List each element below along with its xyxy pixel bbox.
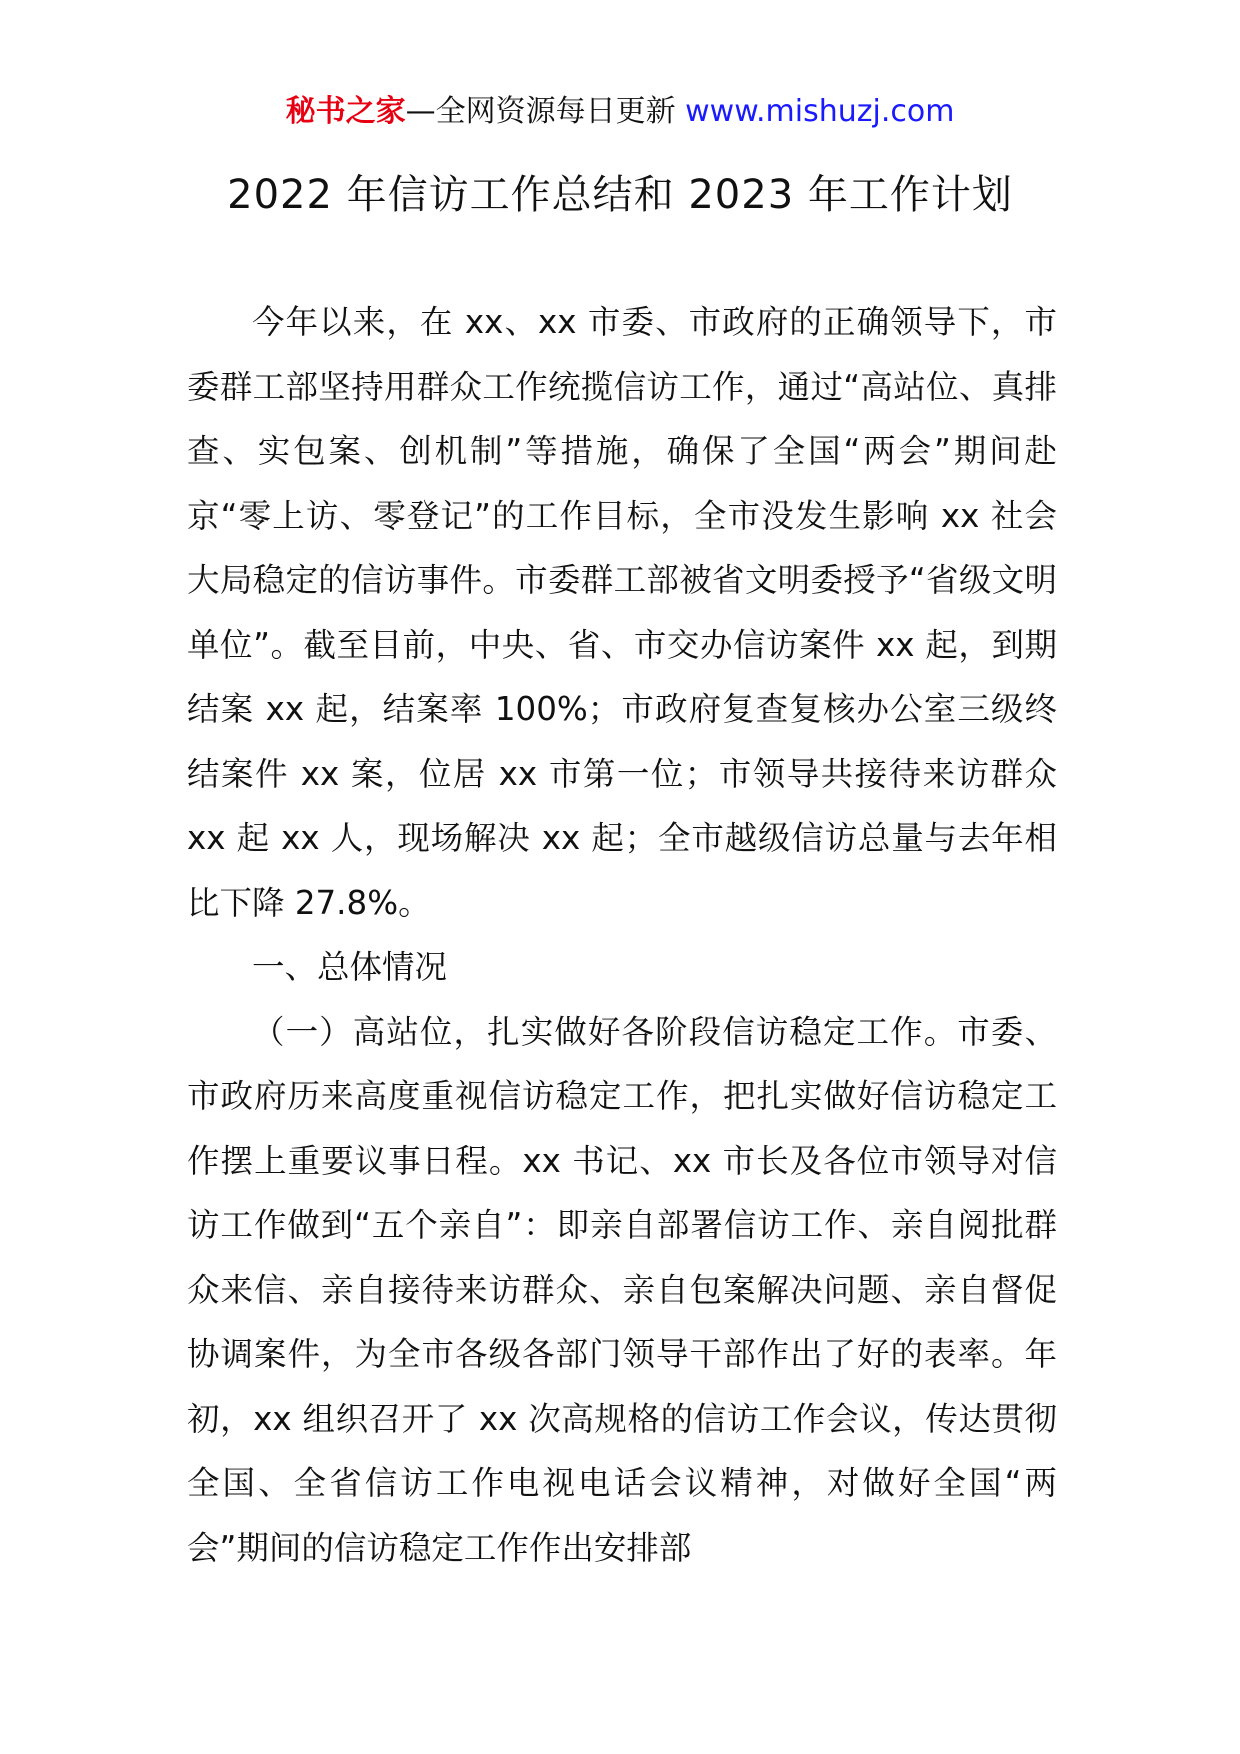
subsection-paragraph: （一）高站位，扎实做好各阶段信访稳定工作。市委、市政府历来高度重视信访稳定工作，把扎实做好信访稳定工作摆上重要议事日程。xx 书记、xx 市长及各位市领导对信访工作做到“五个亲自”：即亲自部署信访工作、亲自阅批群众来信、亲自接待来访群众、亲自包案解决问题、亲自督促协调案件，为全市各级各部门领导干部作出了好的表率。年初，xx 组织召开了 xx 次高规格的信访工作会议，传达贯彻全国、全省信访工作电视电话会议精神，对做好全国“两会”期间的信访稳定工作作出安排部 <box>187 1012 1057 1567</box>
site-brand: 秘书之家 <box>285 94 406 129</box>
document-body <box>187 290 1057 1580</box>
section-heading: 一、总体情况 <box>252 948 448 986</box>
site-url-link[interactable]: www.mishuzj.com <box>685 94 955 129</box>
site-tagline: —全网资源每日更新 <box>405 94 686 129</box>
site-header <box>0 92 1240 132</box>
intro-paragraph: 今年以来，在 xx、xx 市委、市政府的正确领导下，市委群工部坚持用群众工作统揽信访工作，通过“高站位、真排查、实包案、创机制”等措施，确保了全国“两会”期间赴京“零上访、零登记”的工作目标，全市没发生影响 xx 社会大局稳定的信访事件。市委群工部被省文明委授予“省级文明单位”。截至目前，中央、省、市交办信访案件 xx 起，到期结案 xx 起，结案率 100%；市政府复查复核办公室三级终结案件 xx 案，位居 xx 市第一位；市领导共接待来访群众 xx 起 xx 人，现场解决 xx 起；全市越级信访总量与去年相比下降 27.8%。 <box>187 303 1057 922</box>
document-title: 2022 年信访工作总结和 2023 年工作计划 <box>227 172 1013 218</box>
